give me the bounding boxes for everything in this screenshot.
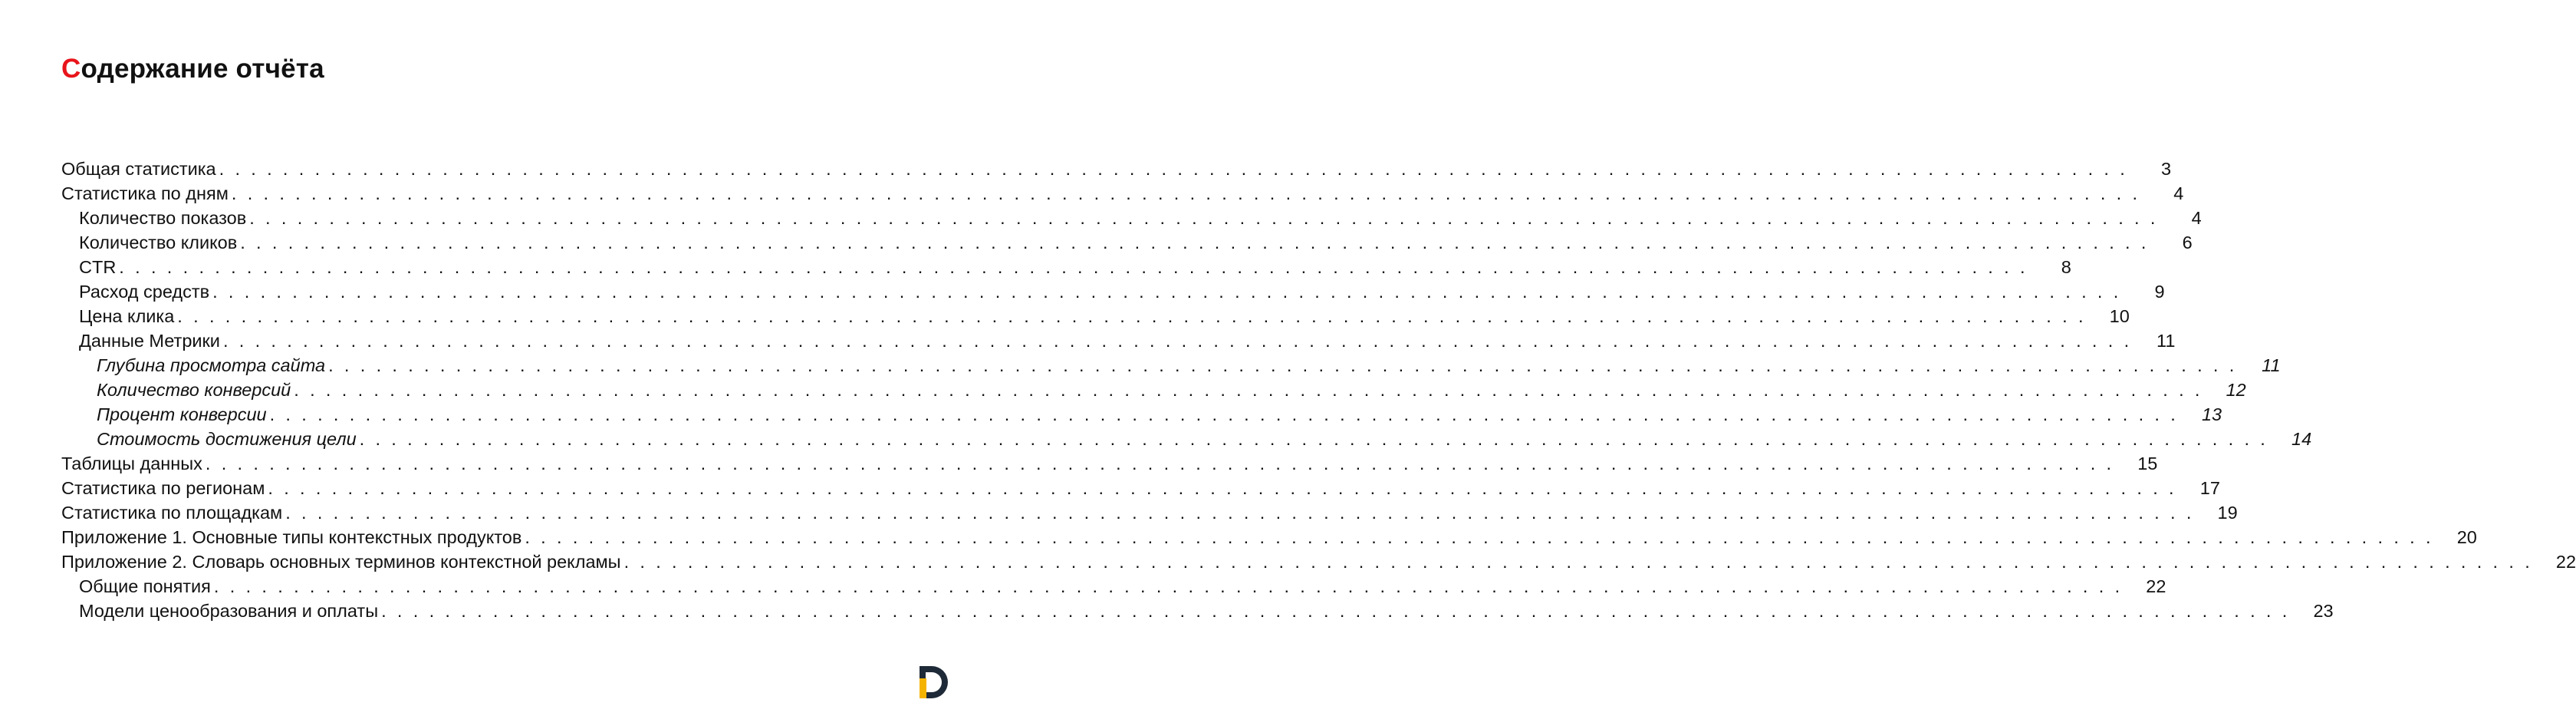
toc-entry-page-number: 9 bbox=[2154, 282, 2165, 302]
toc-entry-page-number: 10 bbox=[2109, 306, 2130, 326]
page-title bbox=[61, 54, 324, 84]
toc-entry[interactable] bbox=[61, 500, 2238, 525]
toc-entry[interactable] bbox=[61, 378, 2246, 402]
toc-entry-page-number: 14 bbox=[2291, 429, 2312, 449]
toc-entry-title: Количество конверсий bbox=[97, 380, 291, 400]
toc-dot-leader: ........................................................................................................................ bbox=[240, 233, 2157, 252]
toc-dot-leader: ........................................................................................................................ bbox=[177, 306, 2094, 326]
toc-entry[interactable] bbox=[61, 599, 2334, 623]
toc-dot-leader: ........................................................................................................................ bbox=[268, 478, 2185, 498]
toc-entry[interactable] bbox=[61, 427, 2312, 451]
toc-dot-leader: ........................................................................................................................ bbox=[269, 404, 2187, 424]
toc-dot-leader: ........................................................................................................................ bbox=[328, 355, 2245, 375]
toc-entry[interactable] bbox=[61, 451, 2158, 476]
toc-entry[interactable] bbox=[61, 574, 2166, 599]
toc-entry[interactable] bbox=[61, 206, 2202, 230]
toc-entry-page-number: 19 bbox=[2217, 503, 2238, 523]
toc-entry-page-number: 4 bbox=[2173, 183, 2184, 203]
toc-entry[interactable] bbox=[61, 181, 2184, 206]
toc-entry-title: Статистика по площадкам bbox=[61, 503, 283, 523]
toc-dot-leader: ........................................................................................................................ bbox=[213, 576, 2131, 596]
toc-dot-leader: ........................................................................................................................ bbox=[212, 282, 2130, 302]
page-title-accent-letter: С bbox=[61, 54, 81, 84]
toc-entry-page-number: 4 bbox=[2191, 208, 2202, 228]
toc-entry-page-number: 22 bbox=[2555, 552, 2576, 572]
toc-entry-page-number: 12 bbox=[2226, 380, 2246, 400]
toc-entry-page-number: 20 bbox=[2456, 527, 2477, 547]
toc-entry-page-number: 11 bbox=[2157, 331, 2176, 351]
table-of-contents bbox=[61, 157, 2576, 623]
toc-dot-leader: ........................................................................................................................ bbox=[359, 429, 2277, 449]
toc-entry[interactable] bbox=[61, 353, 2281, 378]
toc-entry-page-number: 13 bbox=[2201, 404, 2222, 424]
toc-entry[interactable] bbox=[61, 525, 2477, 549]
toc-dot-leader: ........................................................................................................................ bbox=[119, 257, 2036, 277]
toc-entry-title: Стоимость достижения цели bbox=[97, 429, 357, 449]
toc-entry-title: Расход средств bbox=[79, 282, 210, 302]
toc-entry-title: Количество показов bbox=[79, 208, 247, 228]
toc-entry[interactable] bbox=[61, 230, 2193, 255]
toc-entry[interactable] bbox=[61, 255, 2071, 279]
toc-dot-leader: ........................................................................................................................ bbox=[623, 552, 2541, 572]
toc-entry[interactable] bbox=[61, 328, 2176, 353]
toc-entry-page-number: 8 bbox=[2061, 257, 2071, 277]
brand-logo-icon bbox=[915, 661, 953, 703]
toc-entry-title: Общая статистика bbox=[61, 159, 216, 179]
toc-entry[interactable] bbox=[61, 304, 2130, 328]
toc-entry[interactable] bbox=[61, 157, 2172, 181]
toc-dot-leader: ........................................................................................................................ bbox=[222, 331, 2140, 351]
toc-dot-leader: ........................................................................................................................ bbox=[525, 527, 2442, 547]
toc-entry[interactable] bbox=[61, 549, 2576, 574]
toc-entry-title: Количество кликов bbox=[79, 233, 238, 252]
toc-entry-page-number: 11 bbox=[2262, 355, 2281, 375]
toc-entry-title: Приложение 1. Основные типы контекстных продуктов bbox=[61, 527, 522, 547]
toc-entry-page-number: 17 bbox=[2199, 478, 2220, 498]
toc-entry[interactable] bbox=[61, 279, 2165, 304]
toc-entry-title: Процент конверсии bbox=[97, 404, 267, 424]
toc-dot-leader: ........................................................................................................................ bbox=[219, 159, 2137, 179]
toc-entry-title: Общие понятия bbox=[79, 576, 211, 596]
toc-entry-page-number: 22 bbox=[2146, 576, 2166, 596]
toc-entry-page-number: 6 bbox=[2182, 233, 2193, 252]
toc-entry-title: CTR bbox=[79, 257, 117, 277]
toc-entry-page-number: 15 bbox=[2137, 454, 2158, 473]
toc-entry-title: Глубина просмотра сайта bbox=[97, 355, 326, 375]
toc-dot-leader: ........................................................................................................................ bbox=[231, 183, 2149, 203]
toc-entry-title: Данные Метрики bbox=[79, 331, 220, 351]
toc-dot-leader: ........................................................................................................................ bbox=[285, 503, 2203, 523]
toc-entry[interactable] bbox=[61, 476, 2220, 500]
page-title-text: одержание отчёта bbox=[81, 54, 324, 84]
toc-entry-page-number: 23 bbox=[2313, 601, 2334, 621]
toc-entry-title: Статистика по дням bbox=[61, 183, 229, 203]
toc-dot-leader: ........................................................................................................................ bbox=[294, 380, 2211, 400]
toc-entry-title: Приложение 2. Словарь основных терминов контекстной рекламы bbox=[61, 552, 621, 572]
toc-entry[interactable] bbox=[61, 402, 2222, 427]
toc-entry-title: Статистика по регионам bbox=[61, 478, 265, 498]
toc-dot-leader: ........................................................................................................................ bbox=[205, 454, 2123, 473]
toc-entry-title: Цена клика bbox=[79, 306, 175, 326]
toc-entry-page-number: 3 bbox=[2161, 159, 2172, 179]
toc-dot-leader: ........................................................................................................................ bbox=[381, 601, 2298, 621]
toc-dot-leader: ........................................................................................................................ bbox=[249, 208, 2166, 228]
toc-entry-title: Модели ценообразования и оплаты bbox=[79, 601, 379, 621]
toc-entry-title: Таблицы данных bbox=[61, 454, 202, 473]
